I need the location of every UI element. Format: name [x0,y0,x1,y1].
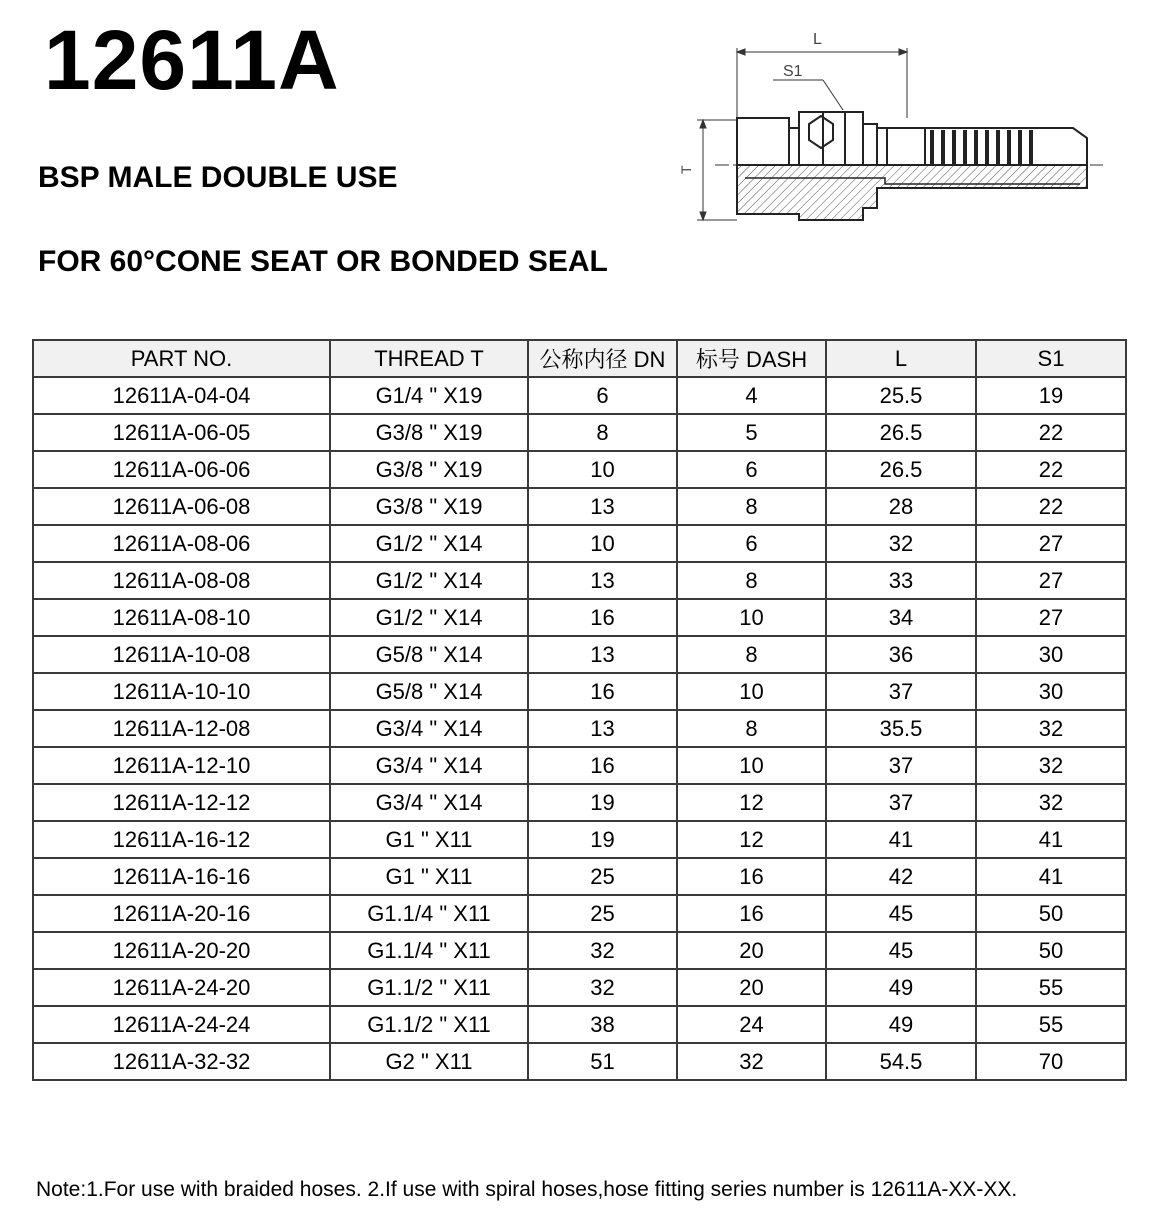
cell-dn: 10 [528,451,677,488]
header-dash: 标号 DASH [677,340,826,377]
cell-s1: 55 [976,1006,1126,1043]
table-header-row [33,340,1126,377]
table-row [33,858,1126,895]
cell-dash: 10 [677,747,826,784]
cell-dash: 4 [677,377,826,414]
cell-l: 45 [826,932,976,969]
cell-thread: G3/8 " X19 [330,488,528,525]
table-row [33,747,1126,784]
cell-l: 49 [826,969,976,1006]
cell-thread: G1/2 " X14 [330,525,528,562]
cell-s1: 32 [976,784,1126,821]
cell-dn: 10 [528,525,677,562]
cell-thread: G3/4 " X14 [330,747,528,784]
cell-s1: 27 [976,599,1126,636]
cell-thread: G3/4 " X14 [330,710,528,747]
cell-s1: 30 [976,673,1126,710]
cell-l: 26.5 [826,414,976,451]
cell-dn: 13 [528,562,677,599]
cell-part-no: 12611A-16-12 [33,821,330,858]
header-dn: 公称内径 DN [528,340,677,377]
table-row [33,599,1126,636]
dimension-s1-label: S1 [783,63,803,80]
table-row [33,895,1126,932]
table-row [33,821,1126,858]
header-s1: S1 [976,340,1126,377]
cell-dn: 16 [528,673,677,710]
cell-l: 37 [826,747,976,784]
cell-dn: 32 [528,969,677,1006]
cell-part-no: 12611A-06-08 [33,488,330,525]
cell-part-no: 12611A-08-06 [33,525,330,562]
cell-s1: 22 [976,414,1126,451]
cell-s1: 41 [976,821,1126,858]
cell-part-no: 12611A-06-05 [33,414,330,451]
cell-part-no: 12611A-20-16 [33,895,330,932]
table-row [33,377,1126,414]
cell-thread: G1.1/2 " X11 [330,969,528,1006]
cell-dash: 5 [677,414,826,451]
cell-l: 26.5 [826,451,976,488]
header-thread-t: THREAD T [330,340,528,377]
header-l: L [826,340,976,377]
cell-l: 45 [826,895,976,932]
table-row [33,451,1126,488]
cell-dash: 16 [677,858,826,895]
table-row [33,636,1126,673]
table-row [33,1006,1126,1043]
cell-dash: 8 [677,488,826,525]
cell-part-no: 12611A-32-32 [33,1043,330,1080]
cell-dash: 10 [677,673,826,710]
seat-type-subtitle: FOR 60°CONE SEAT OR BONDED SEAL [38,245,608,278]
cell-thread: G3/8 " X19 [330,414,528,451]
cell-thread: G2 " X11 [330,1043,528,1080]
cell-dash: 8 [677,710,826,747]
dimension-l-label: L [813,31,822,48]
cell-l: 35.5 [826,710,976,747]
cell-s1: 50 [976,932,1126,969]
cell-s1: 70 [976,1043,1126,1080]
cell-s1: 55 [976,969,1126,1006]
cell-dn: 13 [528,710,677,747]
cell-l: 42 [826,858,976,895]
fitting-technical-drawing [675,28,1115,238]
cell-thread: G3/4 " X14 [330,784,528,821]
cell-dn: 8 [528,414,677,451]
cell-thread: G1 " X11 [330,821,528,858]
product-type-subtitle: BSP MALE DOUBLE USE [38,161,398,194]
cell-thread: G3/8 " X19 [330,451,528,488]
usage-note: Note:1.For use with braided hoses. 2.If use with spiral hoses,hose fitting series number is 12611A-XX-XX. [36,1178,1018,1201]
dimension-s1 [773,80,843,110]
cell-thread: G1/2 " X14 [330,562,528,599]
cell-dash: 6 [677,525,826,562]
cell-dn: 32 [528,932,677,969]
cell-l: 34 [826,599,976,636]
table-row [33,710,1126,747]
cell-l: 36 [826,636,976,673]
cell-l: 37 [826,784,976,821]
cell-part-no: 12611A-08-08 [33,562,330,599]
cell-dn: 19 [528,784,677,821]
cell-l: 37 [826,673,976,710]
cell-thread: G5/8 " X14 [330,673,528,710]
header-part-no: PART NO. [33,340,330,377]
cell-dash: 12 [677,821,826,858]
cell-s1: 27 [976,525,1126,562]
cell-dn: 16 [528,599,677,636]
cell-part-no: 12611A-24-20 [33,969,330,1006]
cell-part-no: 12611A-12-12 [33,784,330,821]
cell-thread: G1.1/2 " X11 [330,1006,528,1043]
cell-part-no: 12611A-06-06 [33,451,330,488]
cell-l: 54.5 [826,1043,976,1080]
table-row [33,932,1126,969]
cell-part-no: 12611A-12-10 [33,747,330,784]
cell-part-no: 12611A-04-04 [33,377,330,414]
cell-s1: 41 [976,858,1126,895]
dimension-t [697,120,737,220]
cell-dash: 8 [677,636,826,673]
cell-dn: 25 [528,858,677,895]
table-row [33,562,1126,599]
cell-s1: 50 [976,895,1126,932]
specification-table [32,339,1127,1081]
cell-part-no: 12611A-20-20 [33,932,330,969]
cell-dn: 13 [528,636,677,673]
table-row [33,414,1126,451]
cell-part-no: 12611A-16-16 [33,858,330,895]
table-row [33,969,1126,1006]
cell-s1: 27 [976,562,1126,599]
cell-dash: 16 [677,895,826,932]
cell-thread: G5/8 " X14 [330,636,528,673]
cell-dn: 6 [528,377,677,414]
table-row [33,784,1126,821]
cell-s1: 30 [976,636,1126,673]
cell-part-no: 12611A-12-08 [33,710,330,747]
cell-part-no: 12611A-24-24 [33,1006,330,1043]
cell-dash: 10 [677,599,826,636]
cell-dash: 20 [677,932,826,969]
cell-s1: 22 [976,451,1126,488]
cell-dash: 20 [677,969,826,1006]
cell-dash: 6 [677,451,826,488]
cell-thread: G1.1/4 " X11 [330,895,528,932]
cell-dash: 12 [677,784,826,821]
cell-l: 33 [826,562,976,599]
cell-s1: 22 [976,488,1126,525]
cell-part-no: 12611A-08-10 [33,599,330,636]
cell-s1: 19 [976,377,1126,414]
cell-part-no: 12611A-10-08 [33,636,330,673]
cell-l: 49 [826,1006,976,1043]
cell-dn: 51 [528,1043,677,1080]
table-row [33,673,1126,710]
cell-dash: 24 [677,1006,826,1043]
fitting-section [737,165,1087,220]
hose-barbs [930,130,1033,165]
cell-l: 28 [826,488,976,525]
table-row [33,1043,1126,1080]
table-row [33,525,1126,562]
cell-s1: 32 [976,710,1126,747]
cell-dash: 32 [677,1043,826,1080]
cell-dn: 13 [528,488,677,525]
cell-dash: 8 [677,562,826,599]
cell-thread: G1/4 " X19 [330,377,528,414]
cell-dn: 19 [528,821,677,858]
cell-l: 32 [826,525,976,562]
cell-dn: 25 [528,895,677,932]
cell-l: 25.5 [826,377,976,414]
dimension-t-label: T [678,165,694,174]
cell-thread: G1.1/4 " X11 [330,932,528,969]
cell-dn: 38 [528,1006,677,1043]
cell-s1: 32 [976,747,1126,784]
cell-thread: G1 " X11 [330,858,528,895]
cell-dn: 16 [528,747,677,784]
cell-part-no: 12611A-10-10 [33,673,330,710]
cell-l: 41 [826,821,976,858]
product-code-title: 12611A [44,13,340,107]
dimension-l [737,48,907,118]
cell-thread: G1/2 " X14 [330,599,528,636]
table-row [33,488,1126,525]
fitting-body [737,112,1087,165]
